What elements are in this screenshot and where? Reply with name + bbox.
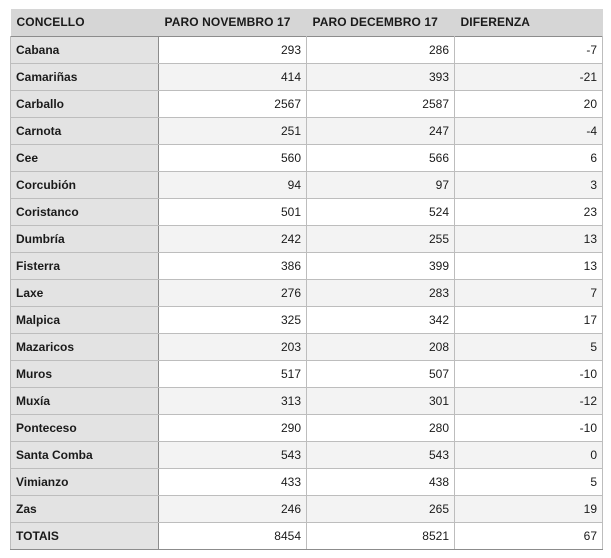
table-body xyxy=(11,36,603,549)
cell-paro-decembro[interactable]: 265 xyxy=(307,495,455,522)
column-header-paro-decembro[interactable]: PARO DECEMBRO 17 xyxy=(307,9,455,36)
cell-paro-novembro[interactable]: 313 xyxy=(159,387,307,414)
cell-paro-decembro[interactable]: 543 xyxy=(307,441,455,468)
table-row xyxy=(11,495,603,522)
cell-paro-decembro[interactable]: 301 xyxy=(307,387,455,414)
total-row xyxy=(11,522,603,549)
column-header-concello[interactable]: CONCELLO xyxy=(11,9,159,36)
table-row xyxy=(11,117,603,144)
column-header-paro-novembro[interactable]: PARO NOVEMBRO 17 xyxy=(159,9,307,36)
cell-concello[interactable]: Mazaricos xyxy=(11,333,159,360)
cell-diferenza[interactable]: -4 xyxy=(455,117,603,144)
cell-paro-novembro[interactable]: 276 xyxy=(159,279,307,306)
cell-diferenza[interactable]: 13 xyxy=(455,225,603,252)
table-row xyxy=(11,225,603,252)
cell-diferenza[interactable]: -10 xyxy=(455,360,603,387)
cell-paro-decembro[interactable]: 280 xyxy=(307,414,455,441)
table-row xyxy=(11,387,603,414)
cell-paro-novembro[interactable]: 242 xyxy=(159,225,307,252)
table-row xyxy=(11,36,603,63)
cell-concello[interactable]: Cee xyxy=(11,144,159,171)
table-row xyxy=(11,468,603,495)
cell-paro-decembro[interactable]: 2587 xyxy=(307,90,455,117)
cell-paro-novembro[interactable]: 246 xyxy=(159,495,307,522)
cell-concello[interactable]: Carnota xyxy=(11,117,159,144)
cell-paro-novembro[interactable]: 543 xyxy=(159,441,307,468)
cell-paro-decembro[interactable]: 342 xyxy=(307,306,455,333)
cell-paro-decembro[interactable]: 247 xyxy=(307,117,455,144)
cell-paro-decembro[interactable]: 393 xyxy=(307,63,455,90)
cell-concello[interactable]: Cabana xyxy=(11,36,159,63)
table-row xyxy=(11,171,603,198)
table-row xyxy=(11,306,603,333)
table-row xyxy=(11,144,603,171)
cell-paro-novembro[interactable]: 560 xyxy=(159,144,307,171)
cell-concello[interactable]: Carballo xyxy=(11,90,159,117)
cell-diferenza[interactable]: -10 xyxy=(455,414,603,441)
header-row xyxy=(11,9,603,36)
cell-paro-decembro[interactable]: 566 xyxy=(307,144,455,171)
cell-diferenza[interactable]: 23 xyxy=(455,198,603,225)
cell-diferenza[interactable]: 0 xyxy=(455,441,603,468)
cell-total-decembro[interactable]: 8521 xyxy=(307,522,455,549)
spreadsheet-table-container xyxy=(10,9,602,550)
cell-diferenza[interactable]: 5 xyxy=(455,468,603,495)
cell-concello[interactable]: Corcubión xyxy=(11,171,159,198)
cell-paro-novembro[interactable]: 94 xyxy=(159,171,307,198)
cell-diferenza[interactable]: -7 xyxy=(455,36,603,63)
cell-paro-decembro[interactable]: 97 xyxy=(307,171,455,198)
cell-concello[interactable]: Vimianzo xyxy=(11,468,159,495)
table-row xyxy=(11,441,603,468)
cell-paro-novembro[interactable]: 414 xyxy=(159,63,307,90)
table-row xyxy=(11,252,603,279)
cell-paro-novembro[interactable]: 386 xyxy=(159,252,307,279)
cell-paro-decembro[interactable]: 208 xyxy=(307,333,455,360)
cell-paro-decembro[interactable]: 286 xyxy=(307,36,455,63)
cell-paro-novembro[interactable]: 293 xyxy=(159,36,307,63)
cell-paro-novembro[interactable]: 203 xyxy=(159,333,307,360)
cell-total-label[interactable]: TOTAIS xyxy=(11,522,159,549)
cell-paro-decembro[interactable]: 438 xyxy=(307,468,455,495)
cell-paro-novembro[interactable]: 251 xyxy=(159,117,307,144)
cell-diferenza[interactable]: 19 xyxy=(455,495,603,522)
cell-paro-decembro[interactable]: 255 xyxy=(307,225,455,252)
cell-concello[interactable]: Ponteceso xyxy=(11,414,159,441)
cell-diferenza[interactable]: 5 xyxy=(455,333,603,360)
cell-paro-decembro[interactable]: 507 xyxy=(307,360,455,387)
cell-total-novembro[interactable]: 8454 xyxy=(159,522,307,549)
cell-paro-novembro[interactable]: 501 xyxy=(159,198,307,225)
table-row xyxy=(11,333,603,360)
cell-concello[interactable]: Camariñas xyxy=(11,63,159,90)
cell-paro-decembro[interactable]: 399 xyxy=(307,252,455,279)
table-header xyxy=(11,9,603,36)
cell-concello[interactable]: Santa Comba xyxy=(11,441,159,468)
cell-concello[interactable]: Malpica xyxy=(11,306,159,333)
table-row xyxy=(11,90,603,117)
cell-concello[interactable]: Fisterra xyxy=(11,252,159,279)
table-row xyxy=(11,63,603,90)
cell-paro-novembro[interactable]: 433 xyxy=(159,468,307,495)
cell-diferenza[interactable]: 7 xyxy=(455,279,603,306)
cell-paro-decembro[interactable]: 524 xyxy=(307,198,455,225)
cell-diferenza[interactable]: 13 xyxy=(455,252,603,279)
cell-total-diferenza[interactable]: 67 xyxy=(455,522,603,549)
cell-paro-novembro[interactable]: 290 xyxy=(159,414,307,441)
cell-diferenza[interactable]: 6 xyxy=(455,144,603,171)
cell-concello[interactable]: Zas xyxy=(11,495,159,522)
cell-paro-novembro[interactable]: 325 xyxy=(159,306,307,333)
table-row xyxy=(11,198,603,225)
cell-paro-decembro[interactable]: 283 xyxy=(307,279,455,306)
cell-concello[interactable]: Laxe xyxy=(11,279,159,306)
cell-concello[interactable]: Muros xyxy=(11,360,159,387)
table-row xyxy=(11,414,603,441)
cell-concello[interactable]: Muxía xyxy=(11,387,159,414)
cell-diferenza[interactable]: 20 xyxy=(455,90,603,117)
table-row xyxy=(11,279,603,306)
cell-diferenza[interactable]: 3 xyxy=(455,171,603,198)
cell-paro-novembro[interactable]: 517 xyxy=(159,360,307,387)
cell-diferenza[interactable]: -21 xyxy=(455,63,603,90)
table-row xyxy=(11,360,603,387)
unemployment-table xyxy=(10,9,603,550)
cell-concello[interactable]: Dumbría xyxy=(11,225,159,252)
column-header-diferenza[interactable]: DIFERENZA xyxy=(455,9,603,36)
cell-diferenza[interactable]: -12 xyxy=(455,387,603,414)
cell-diferenza[interactable]: 17 xyxy=(455,306,603,333)
cell-concello[interactable]: Coristanco xyxy=(11,198,159,225)
cell-paro-novembro[interactable]: 2567 xyxy=(159,90,307,117)
